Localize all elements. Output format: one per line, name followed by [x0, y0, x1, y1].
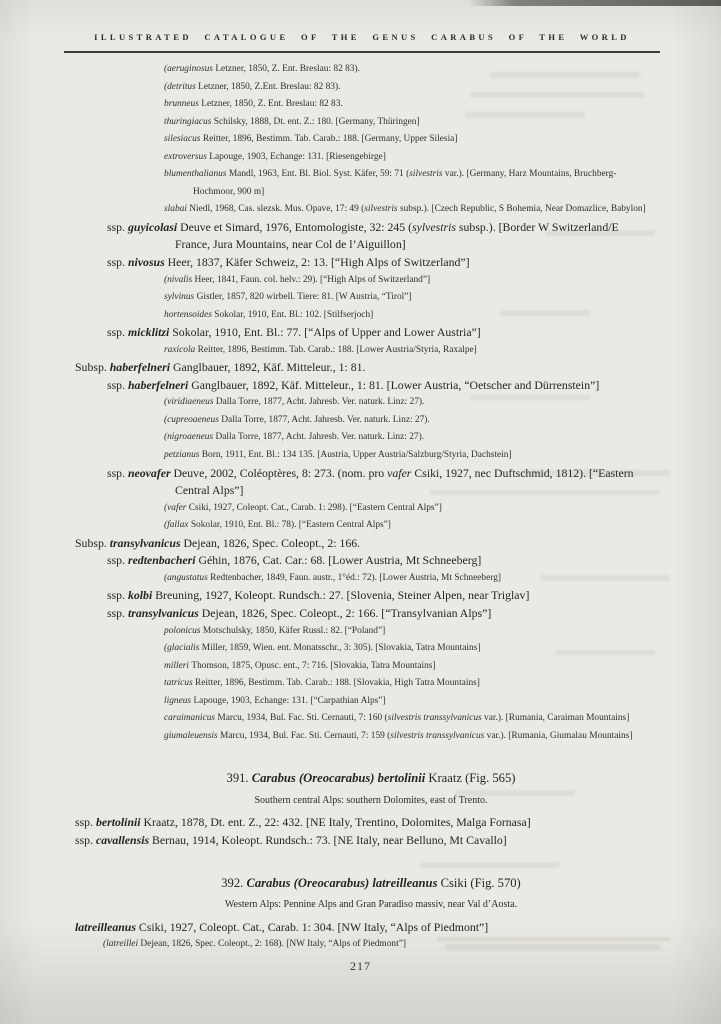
- text-run: (vafer: [164, 502, 189, 513]
- text-run: (latreillei: [103, 939, 141, 950]
- text-run: Géhin, 1876, Cat. Car.: 68. [Lower Austria, Mt Schneeberg]: [198, 553, 482, 568]
- text-run: Marcu, 1934, Bul. Fac. Sti. Cernauti, 7: 160 (: [217, 713, 388, 724]
- text-run: Sokolar, 1910, Ent. Bl.: 77. [“Alps of Upper and Lower Austria”]: [172, 325, 481, 340]
- text-run: Deuve et Simard, 1976, Entomologiste, 32: 245 (: [180, 219, 413, 234]
- text-run: sylvinus: [164, 292, 197, 303]
- species-heading: [35, 770, 707, 788]
- text-run: redtenbacheri: [127, 553, 199, 568]
- text-run: Dalla Torre, 1877, Acht. Jahresb. Ver. naturk. Linz: 27).: [215, 432, 425, 443]
- bleed-through-artifact: [430, 490, 660, 495]
- text-run: Csiki, 1927, Coleopt. Cat., Carab. 1: 304. [NW Italy, “Alps of Piedmont”]: [138, 919, 489, 934]
- species-entry: [75, 919, 707, 937]
- text-run: silvestris transsylvanicus: [390, 730, 485, 741]
- text-run: Letzner, 1850, Z. Ent. Breslau: 82 83).: [215, 64, 360, 74]
- text-run: Dalla Torre, 1877, Acht. Jahresb. Ver. naturk. Linz: 27).: [221, 414, 430, 425]
- text-run: hortensoides: [164, 309, 215, 320]
- text-run: France, Jura Mountains, near Col de l’Aiguillon]: [175, 237, 406, 252]
- text-run: bertolinii: [95, 815, 144, 830]
- subspecies-entry: [107, 254, 707, 272]
- text-run: Reitter, 1896, Bestimm. Tab. Carab.: 188. [Slovakia, High Tatra Mountains]: [195, 678, 480, 689]
- text-run: Heer, 1841, Faun. col. helv.: 29). [“High Alps of Switzerland”]: [194, 274, 431, 285]
- species-heading: [35, 875, 707, 893]
- species-range-note: [35, 896, 707, 914]
- subspecies-entry: [107, 552, 707, 570]
- bleed-through-artifact: [420, 862, 560, 868]
- text-run: ssp.: [107, 553, 128, 568]
- text-run: var.). [Rumania, Caraiman Mountains]: [481, 713, 630, 724]
- text-run: Schilsky, 1888, Dt. ent. Z.: 180. [Germany, Thüringen]: [213, 116, 420, 127]
- text-run: thuringiacus: [164, 116, 214, 127]
- text-run: 392.: [221, 875, 247, 890]
- text-run: ssp.: [107, 255, 128, 270]
- text-run: caraimanicus: [164, 713, 218, 724]
- text-run: latreilleanus: [75, 919, 139, 934]
- catalog-body: [75, 61, 707, 954]
- subspecies-entry: [107, 324, 707, 342]
- text-run: tatricus: [164, 678, 195, 689]
- text-run: Marcu, 1934, Bul. Fac. Sti. Cernauti, 7: 159 (: [220, 730, 391, 741]
- text-run: transylvanicus: [127, 605, 202, 620]
- text-run: Breuning, 1927, Koleopt. Rundsch.: 27. [Slovenia, Steiner Alpen, near Triglav]: [155, 588, 530, 603]
- text-run: raxicola: [164, 344, 198, 355]
- species-range-note: [35, 792, 707, 810]
- text-run: haberfelneri: [127, 377, 192, 392]
- synonym-entry: [164, 500, 707, 518]
- text-run: Csiki, 1927, nec Duftschmid, 1812). [“Eastern: [414, 465, 634, 480]
- synonym-entry: [164, 429, 707, 447]
- synonym-entry: [164, 131, 707, 149]
- text-run: Deuve, 2002, Coléoptères, 8: 273. (nom. pro: [173, 465, 388, 480]
- text-run: kolbi: [127, 588, 156, 603]
- text-run: subsp.). [Czech Republic, S Bohemia, Near Domazlice, Babylon]: [397, 204, 646, 215]
- text-run: Letzner, 1850, Z.Ent. Breslau: 82 83).: [198, 81, 341, 92]
- synonym-entry: [164, 693, 707, 711]
- text-run: Reitter, 1896, Bestimm. Tab. Carab.: 188. [Germany, Upper Silesia]: [202, 134, 458, 145]
- scan-edge-artifact: [468, 0, 721, 6]
- text-run: blumenthalianus: [164, 169, 229, 180]
- text-run: Csiki (Fig. 570): [440, 875, 521, 890]
- text-run: Central Alps”]: [175, 483, 244, 498]
- text-run: Southern central Alps: southern Dolomites, east of Trento.: [254, 794, 488, 806]
- text-run: silesiacus: [164, 134, 203, 145]
- text-run: (aeruginosus: [164, 64, 216, 74]
- synonym-entry: [164, 272, 707, 290]
- text-run: Ganglbauer, 1892, Käf. Mitteleur., 1: 81. [Lower Austria, “Oetscher and Dürrenstein”]: [191, 377, 600, 392]
- text-run: nivosus: [127, 255, 168, 270]
- text-run: Thomson, 1875, Opusc. ent., 7: 716. [Slovakia, Tatra Mountains]: [191, 660, 436, 671]
- text-run: (fallax: [164, 520, 191, 531]
- text-run: var.). [Rumania, Giumalau Mountains]: [484, 730, 633, 741]
- text-run: neovafer: [127, 465, 174, 480]
- text-run: brunneus: [164, 99, 202, 110]
- bleed-through-artifact: [445, 944, 660, 950]
- text-run: transylvanicus: [109, 535, 184, 550]
- bleed-through-artifact: [555, 650, 655, 655]
- synonym-entry: [164, 658, 707, 676]
- synonym-entry: [164, 447, 707, 465]
- text-run: ssp.: [107, 588, 128, 603]
- text-run: Miller, 1859, Wien. ent. Monatsschr., 3: 305). [Slovakia, Tatra Mountains]: [201, 643, 481, 654]
- text-run: Subsp.: [75, 535, 110, 550]
- text-run: (nivalis: [164, 274, 195, 285]
- text-run: subsp.). [Border W Switzerland/E: [455, 219, 619, 234]
- subspecies-entry: [107, 605, 707, 623]
- text-run: (glacialis: [164, 643, 202, 654]
- synonym-entry: [164, 675, 707, 693]
- text-run: giumaleuensis: [164, 730, 220, 741]
- subspecies-entry-continuation: [175, 236, 707, 254]
- text-run: Bernau, 1914, Koleopt. Rundsch.: 73. [NE Italy, near Belluno, Mt Cavallo]: [152, 832, 507, 847]
- text-run: Heer, 1837, Käfer Schweiz, 2: 13. [“High Alps of Switzerland”]: [167, 255, 470, 270]
- text-run: Niedl, 1968, Cas. slezsk. Mus. Opave, 17: 49 (: [189, 204, 365, 215]
- bleed-through-artifact: [540, 575, 670, 581]
- synonym-entry: [164, 517, 707, 535]
- text-run: Born, 1911, Ent. Bl.: 134 135. [Austria, Upper Austria/Salzburg/Styria, Dachstein]: [201, 450, 512, 461]
- text-run: Kraatz (Fig. 565): [428, 771, 516, 786]
- text-run: Letzner, 1850, Z. Ent. Breslau: 82 83.: [201, 99, 343, 110]
- bleed-through-artifact: [437, 938, 670, 940]
- text-run: ssp.: [107, 325, 128, 340]
- text-run: (detritus: [164, 81, 199, 92]
- text-run: slabai: [164, 204, 190, 215]
- text-run: milleri: [164, 660, 192, 671]
- text-run: Subsp.: [75, 360, 110, 375]
- text-run: polonicus: [164, 625, 203, 636]
- synonym-entry: [164, 149, 707, 167]
- text-run: Ganglbauer, 1892, Käf. Mitteleur., 1: 81.: [173, 360, 366, 375]
- text-run: (viridiaeneus: [164, 397, 216, 408]
- text-run: var.). [Germany, Harz Mountains, Bruchberg-: [442, 169, 617, 180]
- text-run: ssp.: [107, 465, 128, 480]
- running-head: [64, 27, 660, 53]
- synonym-entry-continuation: [193, 184, 707, 202]
- text-run: sylvestris: [412, 219, 456, 234]
- synonym-entry: [164, 307, 707, 325]
- text-run: ssp.: [107, 605, 128, 620]
- text-run: silvestris: [364, 204, 398, 215]
- synonym-entry: [164, 114, 707, 132]
- text-run: petzianus: [164, 450, 202, 461]
- subspecies-entry: [107, 377, 707, 395]
- species-entry: [75, 832, 707, 850]
- page-number: 217: [350, 959, 371, 973]
- bleed-through-artifact: [465, 112, 585, 118]
- text-run: guyicolasi: [127, 219, 181, 234]
- text-run: ligneus: [164, 695, 194, 706]
- subspecies-group-entry: [75, 359, 707, 377]
- synonym-entry: [164, 710, 707, 728]
- text-run: ssp.: [107, 377, 128, 392]
- text-run: Sokolar, 1910, Ent. Bl.: 78). [“Eastern Central Alps”]: [190, 520, 391, 531]
- text-run: Gistler, 1857, 820 wirbell. Tiere: 81. [W Austria, “Tirol”]: [196, 292, 412, 303]
- text-run: Lapouge, 1903, Echange: 131. [Riesengebirge]: [209, 151, 386, 162]
- text-run: micklitzi: [127, 325, 173, 340]
- text-run: Sokolar, 1910, Ent. Bl.: 102. [Stilfserjoch]: [214, 309, 374, 320]
- species-entry: [75, 814, 707, 832]
- bleed-through-artifact: [520, 470, 670, 476]
- synonym-entry: [164, 342, 707, 360]
- text-run: cavallensis: [95, 832, 153, 847]
- subspecies-group-entry: [75, 535, 707, 553]
- text-run: Kraatz, 1878, Dt. ent. Z., 22: 432. [NE Italy, Trentino, Dolomites, Malga Fornasa]: [143, 815, 531, 830]
- synonym-entry: [164, 623, 707, 641]
- text-run: haberfelneri: [109, 360, 173, 375]
- text-run: Csiki, 1927, Coleopt. Cat., Carab. 1: 298). [“Eastern Central Alps”]: [188, 502, 442, 513]
- text-run: ssp.: [107, 219, 128, 234]
- text-run: (cupreoaeneus: [164, 414, 222, 425]
- synonym-entry: [164, 728, 707, 746]
- text-run: silvestris transsylvanicus: [387, 713, 482, 724]
- text-run: silvestris: [409, 169, 443, 180]
- text-run: 391.: [226, 771, 252, 786]
- synonym-entry: [164, 394, 707, 412]
- text-run: (angustatus: [164, 572, 211, 583]
- text-run: (nigroaeneus: [164, 432, 216, 443]
- text-run: Reitter, 1896, Bestimm. Tab. Carab.: 188. [Lower Austria/Styria, Raxalpe]: [197, 344, 477, 355]
- bleed-through-artifact: [470, 395, 590, 400]
- text-run: ssp.: [75, 815, 96, 830]
- synonym-entry: [164, 201, 707, 219]
- bleed-through-artifact: [470, 92, 645, 98]
- bleed-through-artifact: [545, 230, 655, 236]
- running-head-title: ILLUSTRATED CATALOGUE OF THE GENUS CARABUS OF THE WORLD: [94, 32, 630, 42]
- text-run: vafer: [387, 465, 415, 480]
- text-run: Dejean, 1826, Spec. Coleopt., 2: 168). [NW Italy, “Alps of Piedmont”]: [140, 939, 406, 950]
- text-run: Dejean, 1826, Spec. Coleopt., 2: 166.: [183, 535, 361, 550]
- synonym-entry: [164, 96, 707, 114]
- bleed-through-artifact: [455, 790, 575, 796]
- text-run: Lapouge, 1903, Echange: 131. [“Carpathian Alps”]: [193, 695, 386, 706]
- text-run: Western Alps: Pennine Alps and Gran Paradiso massiv, near Val d’Aosta.: [224, 899, 518, 911]
- text-run: Hochmoor, 900 m]: [193, 186, 265, 197]
- text-run: Redtenbacher, 1849, Faun. austr., 1°éd.: 72). [Lower Austria, Mt Schneeberg]: [210, 572, 501, 583]
- bleed-through-artifact: [490, 72, 640, 78]
- text-run: Mandl, 1963, Ent. Bl. Biol. Syst. Käfer, 59: 71 (: [228, 169, 410, 180]
- text-run: Motschulsky, 1850, Käfer Russl.: 82. [“Poland”]: [202, 625, 386, 636]
- bleed-through-artifact: [500, 310, 590, 316]
- synonym-entry: [164, 289, 707, 307]
- text-run: Dalla Torre, 1877, Acht. Jahresb. Ver. naturk. Linz: 27).: [215, 397, 425, 408]
- text-run: Carabus (Oreocarabus) bertolinii: [251, 771, 429, 786]
- synonym-entry: [164, 412, 707, 430]
- text-run: Carabus (Oreocarabus) latreilleanus: [246, 875, 441, 890]
- text-run: Dejean, 1826, Spec. Coleopt., 2: 166. [“Transylvanian Alps”]: [201, 605, 492, 620]
- subspecies-entry: [107, 587, 707, 605]
- synonym-entry: [164, 166, 707, 184]
- text-run: ssp.: [75, 832, 96, 847]
- text-run: extroversus: [164, 151, 210, 162]
